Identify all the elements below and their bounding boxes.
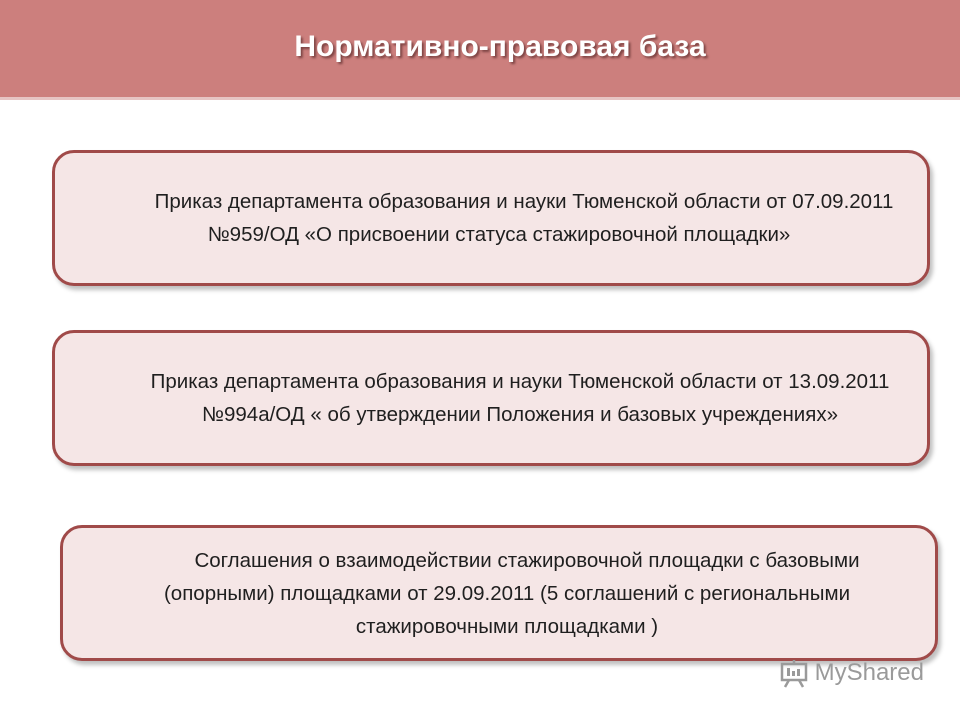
watermark bbox=[779, 658, 924, 688]
header-bar bbox=[0, 0, 960, 100]
page-title: Нормативно-правовая база bbox=[294, 30, 706, 63]
document-card-2-text: Приказ департамента образования и науки Тюменской области от 13.09.2011 №994а/ОД « об утверждении Положения и базовых учреждениях» bbox=[150, 370, 890, 426]
watermark-label: MyShared bbox=[814, 659, 924, 686]
document-card-1-text: Приказ департамента образования и науки Тюменской области от 07.09.2011 №959/ОД «О присвоении статуса стажировочной площадки» bbox=[154, 190, 894, 246]
document-card-3-text: Соглашения о взаимодействии стажировочной площадки с базовыми (опорными) площадками от 29.09.2011 (5 соглашений с региональными стажировочными площадками ) bbox=[163, 548, 860, 638]
document-card-2 bbox=[52, 330, 930, 466]
document-card-1 bbox=[52, 150, 930, 286]
presentation-board-icon bbox=[779, 658, 809, 688]
document-card-3 bbox=[60, 525, 938, 661]
